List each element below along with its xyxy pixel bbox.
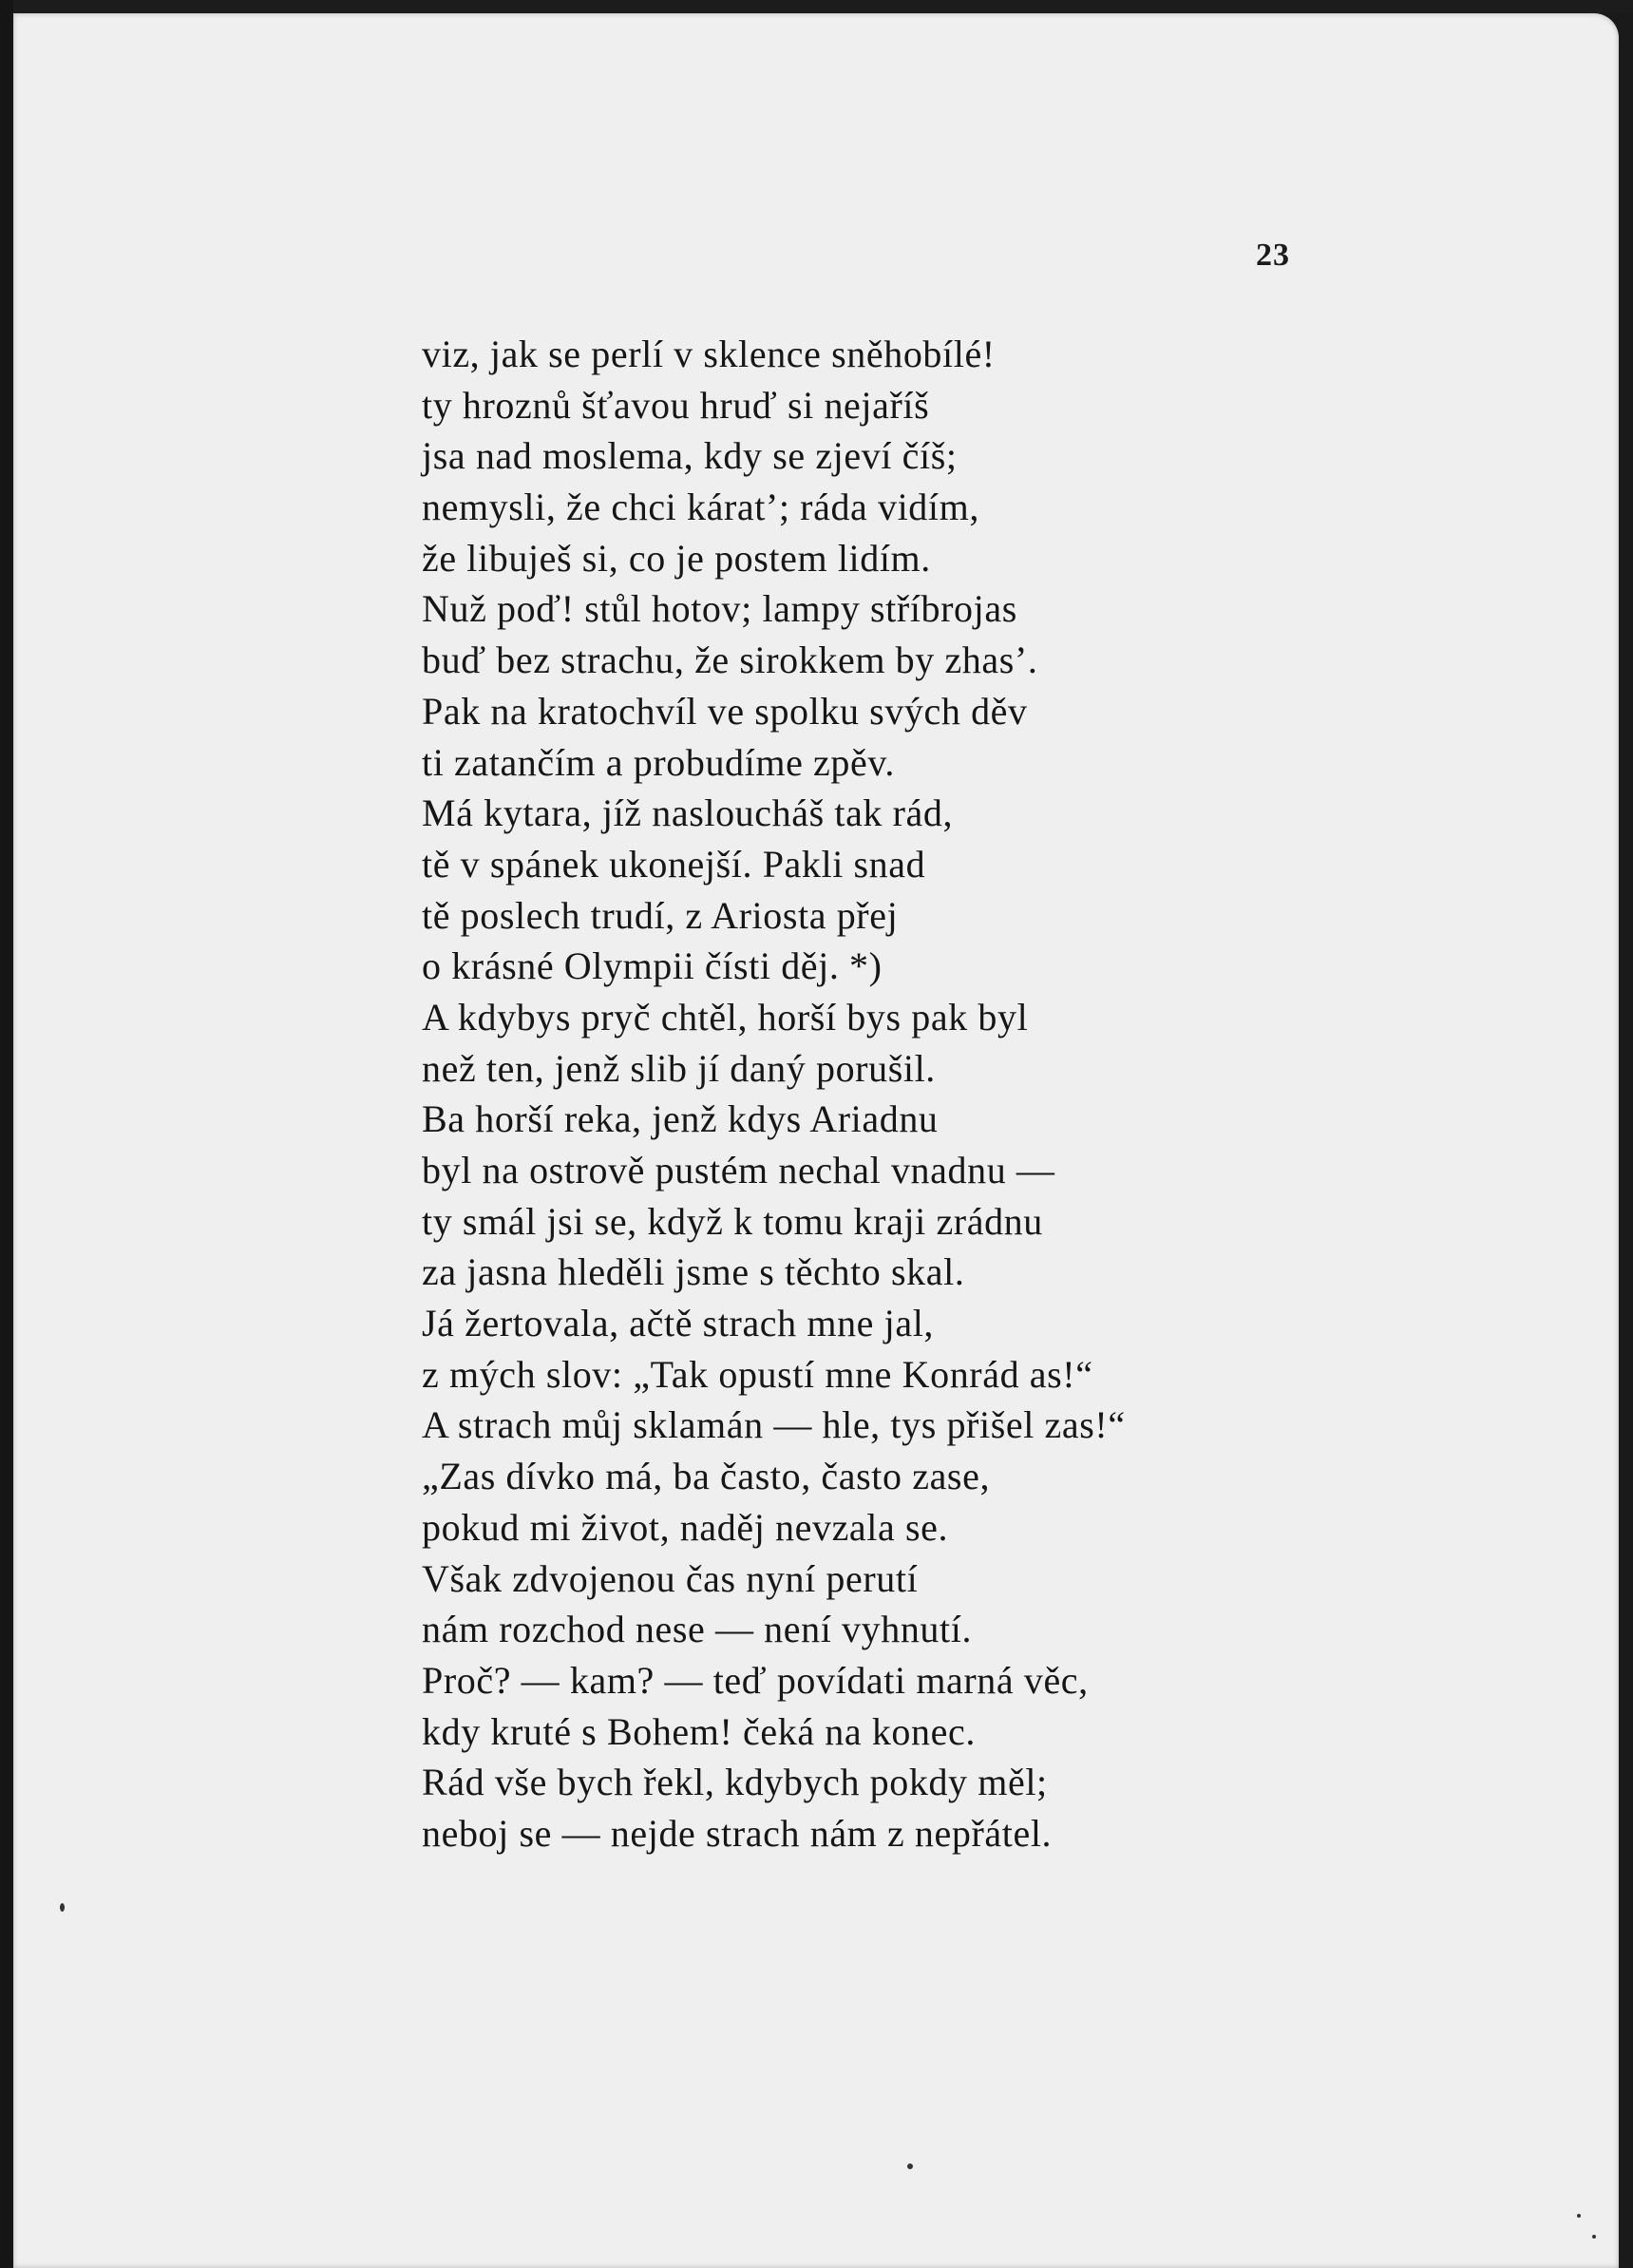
scan-left-edge [0, 0, 13, 2268]
poem-line: že libuješ si, co je postem lidím. [422, 536, 931, 580]
poem-line: byl na ostrově pustém nechal vnadnu — [422, 1149, 1055, 1191]
poem-line: ty hroznů šťavou hruď si nejaříš [422, 383, 930, 427]
poem-line: neboj se — nejde strach nám z nepřátel. [422, 1811, 1053, 1855]
poem-line: z mých slov: „Tak opustí mne Konrád as!“ [422, 1352, 1093, 1396]
poem-line: viz, jak se perlí v sklence sněhobílé! [422, 333, 996, 375]
poem-line: Já žertovala, ačtě strach mne jal, [422, 1302, 935, 1345]
poem-line: tě poslech trudí, z Ariosta přej [422, 893, 899, 937]
poem-line: Nuž poď! stůl hotov; lampy stříbrojas [422, 587, 1017, 631]
poem-line: buď bez strachu, že sirokkem by zhas’. [422, 638, 1038, 682]
poem-line: Má kytara, jíž nasloucháš tak rád, [422, 791, 954, 835]
poem-line: nám rozchod nese — není vyhnutí. [422, 1608, 973, 1651]
poem-line: za jasna hleděli jsme s těchto skal. [422, 1250, 965, 1294]
poem-line: „Zas dívko má, ba často, často zase, [422, 1455, 991, 1498]
ink-speck [907, 2163, 913, 2169]
poem-line: A kdybys pryč chtěl, horší bys pak byl [422, 995, 1029, 1039]
ink-speck [60, 1903, 65, 1912]
poem-line: jsa nad moslema, kdy se zjeví číš; [422, 434, 958, 478]
ink-speck [1592, 2235, 1596, 2239]
poem-line: Však zdvojenou čas nyní perutí [422, 1556, 919, 1600]
scan-top-edge [0, 0, 1633, 13]
poem-line: ti zatančím a probudíme zpěv. [422, 740, 895, 784]
poem-line: než ten, jenž slib jí daný porušil. [422, 1046, 936, 1090]
poem-line: o krásné Olympii čísti děj. *) [422, 944, 883, 988]
poem-line: kdy kruté s Bohem! čeká na konec. [422, 1709, 976, 1753]
poem-line: Ba horší reka, jenž kdys Ariadnu [422, 1097, 939, 1141]
poem-line: pokud mi život, naděj nevzala se. [422, 1505, 949, 1549]
poem-line: ty smál jsi se, když k tomu kraji zrádnu [422, 1199, 1043, 1243]
ink-speck [1577, 2214, 1581, 2218]
poem-text [422, 329, 1126, 1859]
poem-line: tě v spánek ukonejší. Pakli snad [422, 842, 926, 886]
poem-line: Proč? — kam? — teď povídati marná věc, [422, 1658, 1089, 1702]
poem-line: A strach můj sklamán — hle, tys přišel zas!“ [422, 1403, 1126, 1447]
poem-line: nemysli, že chci kárat’; ráda vidím, [422, 486, 979, 529]
page-number: 23 [1256, 238, 1290, 273]
poem-line: Pak na kratochvíl ve spolku svých děv [422, 689, 1028, 733]
poem-line: Rád vše bych řekl, kdybych pokdy měl; [422, 1761, 1048, 1804]
